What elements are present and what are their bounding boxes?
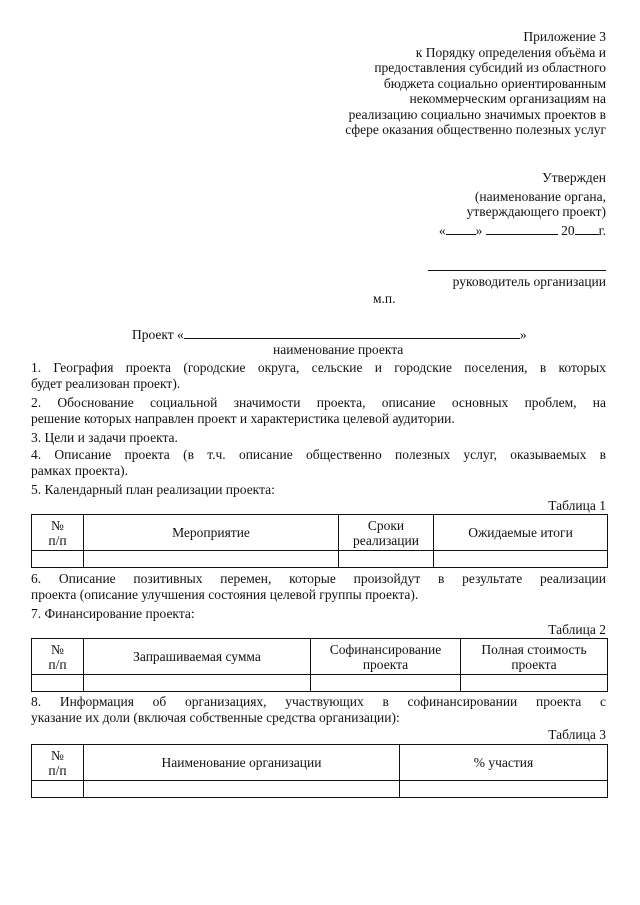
table-2 (31, 638, 608, 692)
table-row (32, 781, 608, 798)
project-line (132, 326, 527, 343)
table3-header-organization: Наименование организации (84, 745, 400, 781)
table-cell[interactable] (32, 675, 84, 692)
item-5: 5. Календарный план реализации проекта: (31, 482, 275, 497)
date-month-blank (486, 222, 558, 235)
table2-header-total: Полная стоимость проекта (461, 639, 608, 675)
appendix-line: предоставления субсидий из областного (374, 60, 606, 75)
approval-date-line: « » 20 г. (438, 222, 606, 238)
head-caption: руководитель организации (452, 274, 606, 289)
project-prefix: Проект « (132, 327, 184, 342)
table-cell[interactable] (84, 675, 311, 692)
appendix-header (345, 29, 606, 138)
approval-organ-line1: (наименование органа, (474, 188, 606, 204)
item-1: 1. География проекта (городские округа, сельские и городские поселения, в которых будет реализован проект). (31, 360, 606, 391)
item-3: 3. Цели и задачи проекта. (31, 430, 178, 445)
table-cell[interactable] (461, 675, 608, 692)
appendix-line: некоммерческим организациям на (409, 91, 606, 106)
appendix-line: бюджета социально ориентированным (383, 75, 606, 91)
table1-caption: Таблица 1 (548, 498, 606, 513)
date-day-blank (446, 222, 476, 235)
table2-header-requested: Запрашиваемая сумма (84, 639, 311, 675)
table3-header-share: % участия (400, 745, 608, 781)
table-cell[interactable] (84, 781, 400, 798)
table1-header-terms: Сроки реализации (339, 515, 434, 551)
project-name-blank (184, 326, 520, 339)
table2-header-cofinancing: Софинансирование проекта (311, 639, 461, 675)
item-7: 7. Финансирование проекта: (31, 606, 195, 621)
project-suffix: » (519, 327, 527, 342)
table2-caption: Таблица 2 (548, 622, 606, 637)
date-year-blank (575, 222, 599, 235)
approval-block (439, 170, 606, 238)
table-row (32, 551, 608, 568)
table-cell[interactable] (32, 551, 84, 568)
table-cell[interactable] (32, 781, 84, 798)
stamp-label: м.п. (373, 291, 396, 306)
appendix-line: к Порядку определения объёма и (415, 44, 606, 60)
item-6: 6. Описание позитивных перемен, которые произойдут в результате реализации проекта (описание улучшения состояния целевой группы проекта). (31, 571, 606, 602)
table1-header-results: Ожидаемые итоги (434, 515, 608, 551)
item-4: 4. Описание проекта (в т.ч. описание общественно полезных услуг, оказываемых в рамках проекта). (31, 447, 606, 478)
table-cell[interactable] (311, 675, 461, 692)
table1-header-activity: Мероприятие (84, 515, 339, 551)
table-3 (31, 744, 608, 798)
table-cell[interactable] (84, 551, 339, 568)
project-caption: наименование проекта (273, 342, 404, 357)
table2-header-num: № п/п (32, 639, 84, 675)
table-cell[interactable] (434, 551, 608, 568)
table3-header-num: № п/п (32, 745, 84, 781)
appendix-line: реализацию социально значимых проектов в (348, 106, 606, 122)
item-8: 8. Информация об организациях, участвующих в софинансировании проекта с указание их доли (включая собственные средства организации): (31, 694, 606, 725)
table-cell[interactable] (400, 781, 608, 798)
table-1 (31, 514, 608, 568)
signature-line (428, 270, 606, 271)
appendix-line: сфере оказания общественно полезных услуг (345, 122, 606, 137)
table3-caption: Таблица 3 (548, 727, 606, 742)
table-row (32, 675, 608, 692)
table1-header-num: № п/п (32, 515, 84, 551)
appendix-title: Приложение 3 (523, 29, 606, 44)
item-2: 2. Обоснование социальной значимости проекта, описание основных проблем, на решение которых направлен проект и характеристика целевой аудитории. (31, 395, 606, 426)
approval-title: Утвержден (542, 170, 606, 185)
approval-organ-line2: утверждающего проект) (466, 204, 606, 219)
table-cell[interactable] (339, 551, 434, 568)
